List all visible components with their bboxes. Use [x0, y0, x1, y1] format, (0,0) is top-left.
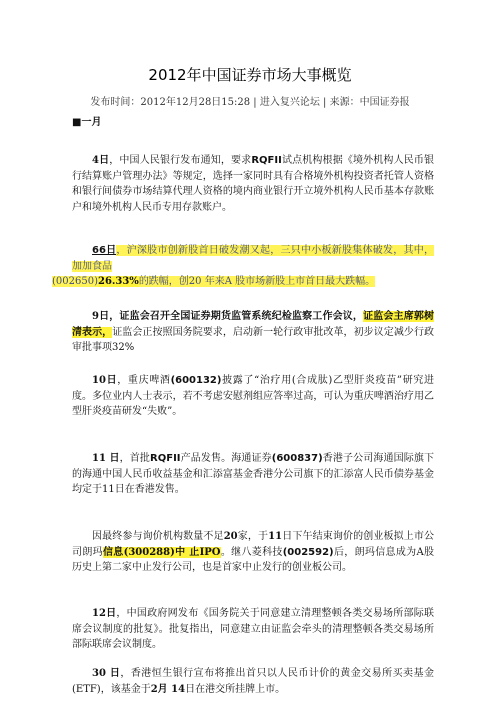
paragraph-jan-4: 4日，中国人民银行发布通知，要求RQFII试点机构根据《境外机构人民币银行结算账户管理办法》等规定，选择一家同时具有合格境外机构投资者托管人资格和银行间债券市场结算代理人资格的境内商业银行开立境外机构人民币基本存款账户和境外机构人民币专用存款账户。 — [72, 155, 435, 213]
publish-meta: 发布时间：2012年12月28日15:28 | 进入复兴论坛 | 来源：中国证券报 — [90, 97, 410, 108]
page-title: 2012年中国证券市场大事概览 — [148, 66, 352, 84]
paragraph-jan-6: 66日，沪深股市创新股首日破发潮又起，三只中小板新股集体破发，其中，加加食品 (002650)26.33%的跌幅，创20 年来A 股市场新股上市首日最大跌幅。 — [52, 245, 434, 287]
month-header: ■一月 — [72, 117, 102, 128]
paragraph-jan-11: 11 日，首批RQFII产品发售。海通证券(600837)香港子公司海通国际旗下的海通中国人民币收益基金和汇添富基金香港分公司旗下的汇添富人民币债券基金均定于11日在香港发售。 — [72, 453, 435, 495]
paragraph-jan-9: 9日，证监会召开全国证券期货监管系统纪检监察工作会议，证监会主席郭树清表示，证监会正按照国务院要求，启动新一轮行政审批改革，初步议定减少行政审批事项32% — [72, 311, 435, 353]
paragraph-jan-30: 30 日，香港恒生银行宣布将推出首只以人民币计价的黄金交易所买卖基金(ETF)，该基金于2月 14日在港交所挂牌上市。 — [72, 668, 434, 695]
paragraph-jan-12: 12日，中国政府网发布《国务院关于同意建立清理整顿各类交易场所部际联席会议制度的批复》。批复指出，同意建立由证监会牵头的清理整顿各类交易场所部际联席会议制度。 — [72, 608, 434, 650]
paragraph-jan-10: 10日，重庆啤酒(600132)披露了“治疗用(合成肽)乙型肝炎疫苗”研究进度。多位业内人士表示，若不考虑安慰剂组应答率过高，可认为重庆啤酒治疗用乙型肝炎疫苗研发“失败”。 — [72, 375, 435, 417]
paragraph-jan-11-ipo: 因最终参与询价机构数量不足20家，于11日下午结束询价的创业板拟上市公司朗玛信息(300288)中 止IPO。继八菱科技(002592)后，朗玛信息成为A股历史上第二家中止发行公司，也是首家中止发行的创业板公司。 — [72, 531, 435, 573]
